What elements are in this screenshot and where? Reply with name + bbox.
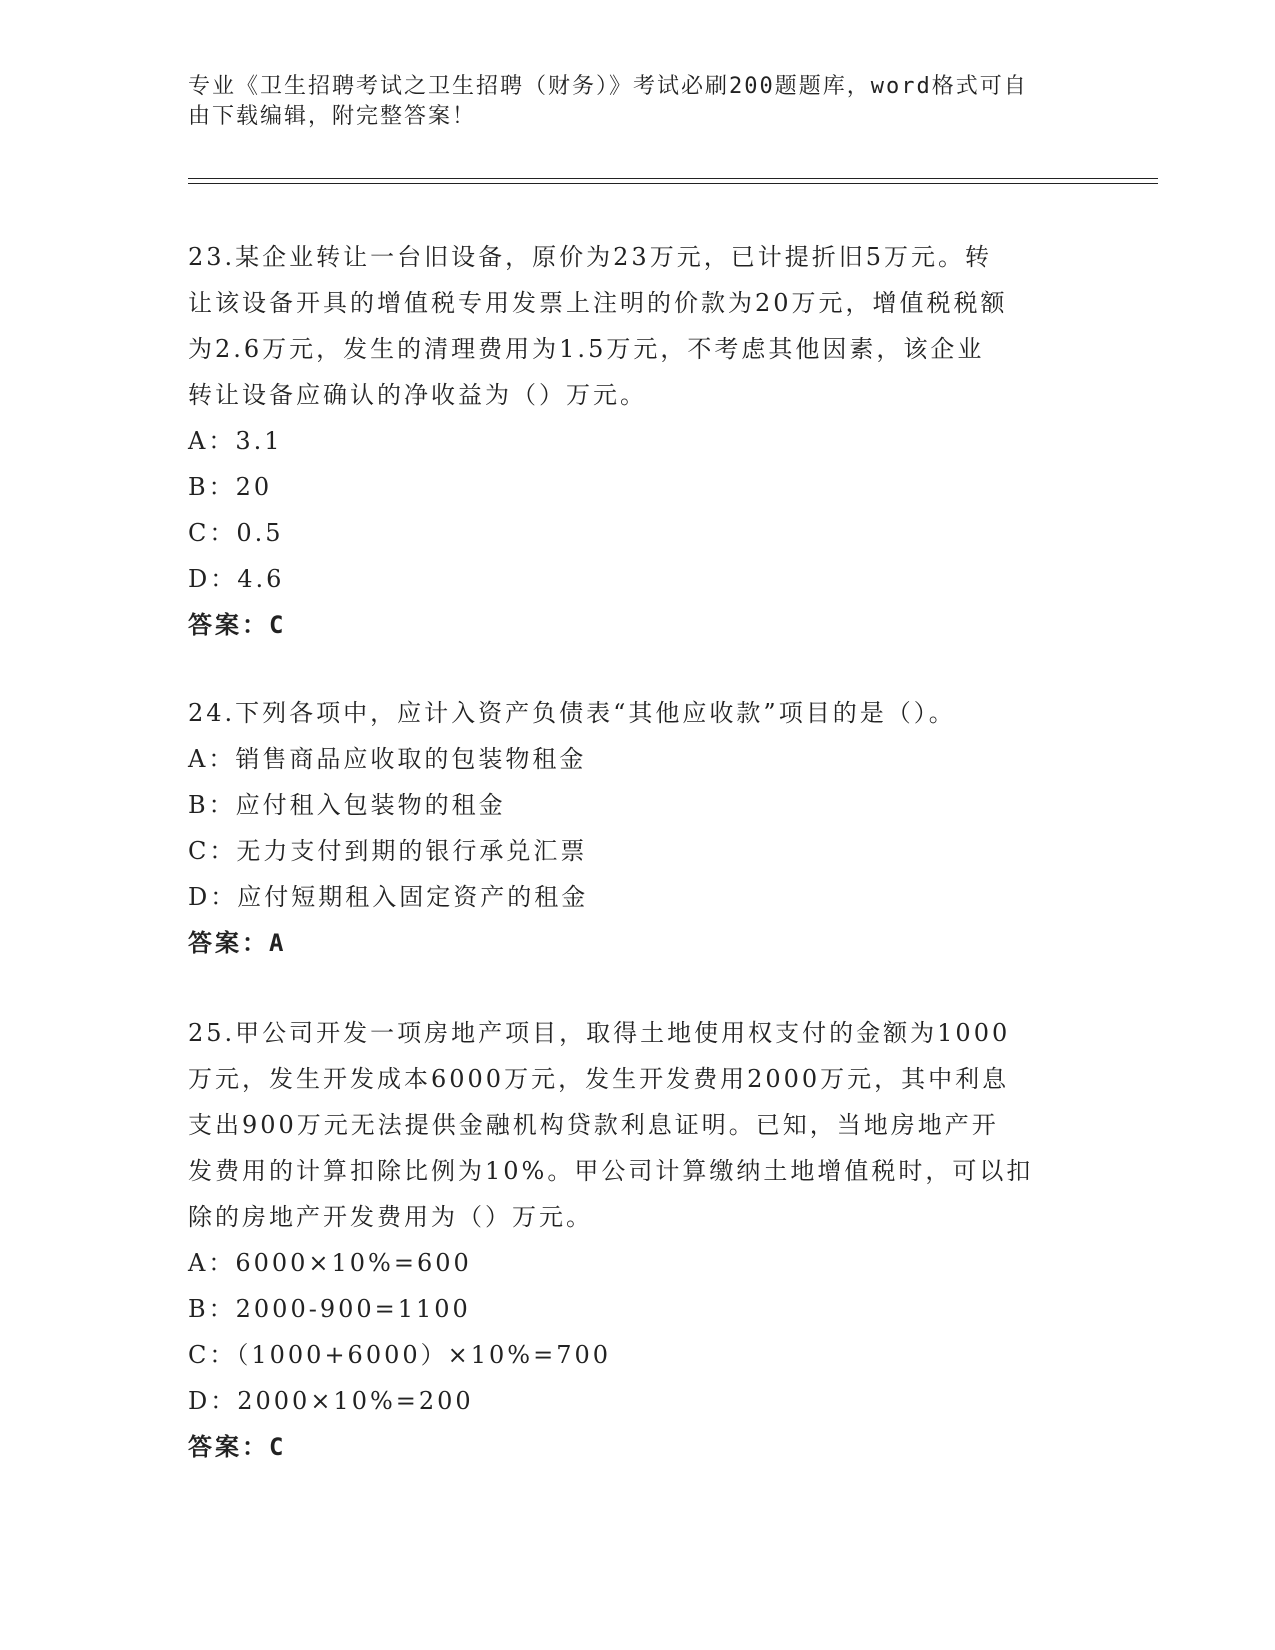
question-stem-line: 除的房地产开发费用为（）万元。 — [188, 1203, 593, 1231]
option-d: D：2000×10%=200 — [188, 1387, 474, 1415]
question-stem-line: 25.甲公司开发一项房地产项目，取得土地使用权支付的金额为1000 — [188, 1019, 1011, 1047]
header-line-1: 专业《卫生招聘考试之卫生招聘（财务）》考试必刷200题题库，word格式可自 — [188, 74, 1028, 99]
header-line-2: 由下载编辑，附完整答案！ — [188, 104, 477, 129]
question-23 — [188, 234, 1088, 648]
option-d: D：应付短期租入固定资产的租金 — [188, 883, 589, 911]
question-24 — [188, 690, 1088, 966]
question-stem-line: 为2.6万元，发生的清理费用为1.5万元，不考虑其他因素，该企业 — [188, 335, 985, 363]
question-stem-line: 24.下列各项中，应计入资产负债表“其他应收款”项目的是（）。 — [188, 699, 956, 727]
question-stem-line: 让该设备开具的增值税专用发票上注明的价款为20万元，增值税税额 — [188, 289, 1008, 317]
option-c: C：0.5 — [188, 519, 284, 547]
option-b: B：应付租入包装物的租金 — [188, 791, 506, 819]
answer: 答案：C — [188, 611, 287, 639]
option-b: B：20 — [188, 473, 273, 501]
option-d: D：4.6 — [188, 565, 285, 593]
question-stem-line: 发费用的计算扣除比例为10%。甲公司计算缴纳土地增值税时，可以扣 — [188, 1157, 1034, 1185]
page-header — [188, 72, 1088, 132]
question-stem-line: 支出900万元无法提供金融机构贷款利息证明。已知，当地房地产开 — [188, 1111, 999, 1139]
question-stem-line: 23.某企业转让一台旧设备，原价为23万元，已计提折旧5万元。转 — [188, 243, 992, 271]
question-stem-line: 转让设备应确认的净收益为（）万元。 — [188, 381, 647, 409]
answer: 答案：A — [188, 929, 287, 957]
answer: 答案：C — [188, 1433, 287, 1461]
option-b: B：2000-900=1100 — [188, 1295, 471, 1323]
header-divider — [188, 178, 1158, 184]
question-stem-line: 万元，发生开发成本6000万元，发生开发费用2000万元，其中利息 — [188, 1065, 1010, 1093]
option-a: A：销售商品应收取的包装物租金 — [188, 745, 587, 773]
option-c: C：（1000+6000）×10%=700 — [188, 1341, 611, 1369]
option-a: A：6000×10%=600 — [188, 1249, 472, 1277]
option-c: C：无力支付到期的银行承兑汇票 — [188, 837, 588, 865]
question-25 — [188, 1010, 1088, 1470]
option-a: A：3.1 — [188, 427, 283, 455]
